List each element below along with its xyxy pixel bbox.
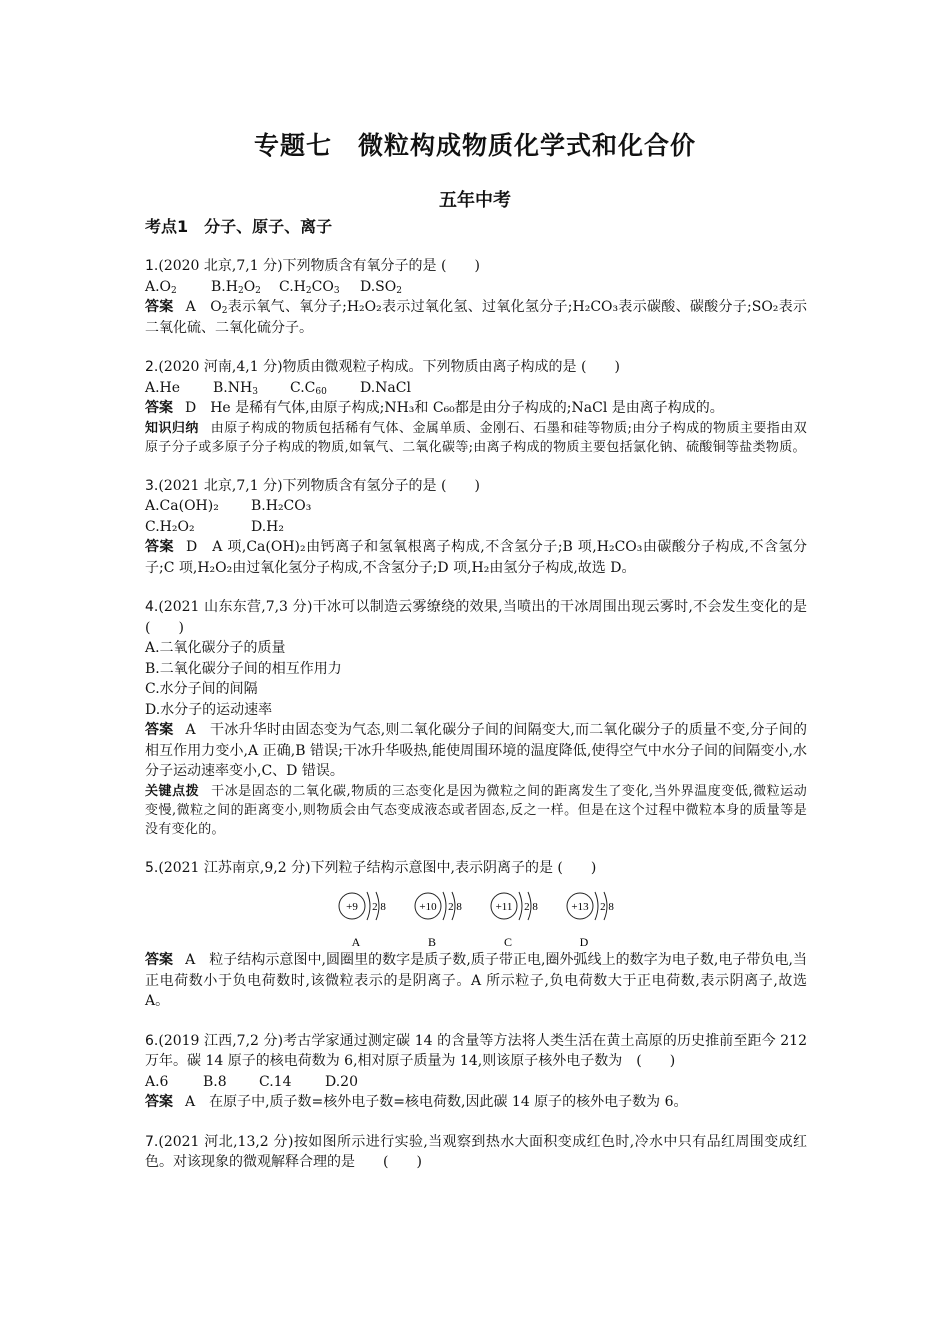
answer-label: 答案 — [145, 952, 174, 968]
atom-structure-diagrams — [145, 880, 807, 950]
option-d: D.20 — [325, 1073, 358, 1090]
diagram-label: D — [579, 935, 589, 949]
answer-label: 答案 — [145, 539, 175, 555]
shell-electrons: 2 8 — [448, 901, 462, 913]
answer-label: 答案 — [145, 722, 174, 738]
nucleus-charge: +9 — [346, 901, 358, 913]
question-stem: (2021 江苏南京,9,2 分)下列粒子结构示意图中,表示阴离子的是 ( ) — [158, 859, 597, 876]
options — [145, 378, 807, 399]
question-stem: (2021 山东东营,7,3 分)干冰可以制造云雾缭绕的效果,当喷出的干冰周围出现云雾时,不会发生变化的是 ( ) — [145, 599, 863, 636]
page-subtitle: 五年中考 — [439, 190, 511, 211]
question-number: 3. — [145, 477, 159, 494]
answer-label: 答案 — [145, 299, 174, 315]
electron-shell-arc — [443, 892, 446, 920]
shell-electrons: 2 8 — [524, 901, 538, 913]
option-d: D.水分子的运动速率 — [145, 701, 273, 718]
answer-label: 答案 — [145, 1094, 173, 1110]
atom-diagram-c — [491, 892, 538, 949]
option-d: D.H₂ — [251, 518, 284, 535]
option-d: $D.SO_2$ — [360, 278, 402, 296]
question-number: 2. — [145, 359, 159, 375]
question-list — [145, 256, 863, 1192]
option-a: $A.O_2$ — [145, 278, 177, 296]
answer: 答案 A 干冰升华时由固态变为气态,则二氧化碳分子间的间隔变大,而二氧化碳分子的质量不变,分子间的相互作用力变小,A 正确,B 错误;干冰升华吸热,能使周围环境的温度降低,使得空气中水分子间的间隔变小,水分子运动速率变小,C、D 错误。 — [145, 722, 807, 779]
question-number: 5. — [145, 859, 159, 876]
question-1 — [145, 256, 807, 338]
section-heading: 考点1 分子、原子、离子 — [145, 217, 333, 236]
nucleus-charge: +13 — [571, 901, 589, 913]
option-b: B.二氧化碳分子间的相互作用力 — [145, 660, 342, 677]
answer: 答案 A 在原子中,质子数=核外电子数=核电荷数,因此碳 14 原子的核外电子数为 6。 — [145, 1094, 688, 1110]
option-b: $B.NH_3$ — [213, 379, 258, 397]
electron-shell-arc — [595, 892, 598, 920]
answer: 答案 A 粒子结构示意图中,圆圈里的数字是质子数,质子带正电,圈外弧线上的数字为电子数,电子带负电,当正电荷数小于负电荷数时,该微粒表示的是阴离子。A 所示粒子,负电荷数大于正电荷数,表示阴离子,故选 A。 — [145, 952, 808, 1009]
knowledge-note: 知识归纳 由原子构成的物质包括稀有气体、金属单质、金刚石、石墨和硅等物质;由分子构成的物质主要指由双原子分子或多原子分子构成的物质,如氧气、二氧化碳等;由离子构成的物质主要包括氯化钠、硫酸铜等盐类物质。 — [145, 420, 807, 455]
question-2 — [145, 357, 807, 457]
option-a: A.Ca(OH)₂ — [145, 498, 219, 514]
question-5 — [145, 858, 807, 1012]
option-a: A.He — [145, 379, 181, 396]
options — [145, 1072, 807, 1093]
question-6 — [145, 1031, 807, 1113]
note-label: 知识归纳 — [145, 420, 199, 436]
question-stem: (2021 河北,13,2 分)按如图所示进行实验,当观察到热水大面积变成红色时,冷水中只有品红周围变成红色。对该现象的微观解释合理的是 ( ) — [145, 1133, 807, 1170]
answer: 答案 D He 是稀有气体,由原子构成;NH₃和 C₆₀都是由分子构成的;NaCl 是由离子构成的。 — [145, 400, 724, 416]
option-c: C.H₂O₂ — [145, 518, 195, 535]
question-number: 1. — [145, 258, 159, 274]
key-point-note: 关键点拨 干冰是固态的二氧化碳,物质的三态变化是因为微粒之间的距离发生了变化,当外界温度变低,微粒运动变慢,微粒之间的距离变小,则物质会由气态变成液态或者固态,反之一样。但是在这个过程中微粒本身的质量等是没有变化的。 — [145, 783, 808, 837]
shell-electrons: 2 8 — [600, 901, 614, 913]
diagram-label: B — [427, 935, 437, 949]
option-c: $C.H_2CO_3$ — [279, 278, 340, 296]
atom-diagram-figure — [145, 880, 807, 950]
answer: 答案 D A 项,Ca(OH)₂由钙离子和氢氧根离子构成,不含氢分子;B 项,H₂CO₃由碳酸分子构成,不含氢分子;C 项,H₂O₂由过氧化氢分子构成,不含氢分子;D 项,H₂由氢分子构成,故选 D。 — [145, 539, 807, 576]
question-7 — [145, 1132, 807, 1173]
option-a: A.二氧化碳分子的质量 — [145, 640, 286, 656]
options — [145, 277, 807, 298]
atom-diagram-b — [415, 892, 462, 949]
electron-shell-arc — [367, 892, 370, 920]
nucleus-charge: +11 — [495, 901, 513, 913]
option-d: D.NaCl — [360, 379, 411, 396]
page-title: 专题七 微粒构成物质化学式和化合价 — [253, 131, 696, 160]
atom-diagram-d — [567, 892, 614, 949]
option-a: A.6 — [145, 1073, 169, 1090]
shell-electrons: 2 8 — [372, 901, 386, 913]
question-number: 7. — [145, 1133, 159, 1150]
diagram-label: A — [351, 935, 361, 949]
nucleus-charge: +10 — [419, 901, 437, 913]
option-b: B.8 — [203, 1073, 227, 1090]
question-stem: (2019 江西,7,2 分)考古学家通过测定碳 14 的含量等方法将人类生活在黄土高原的历史推前至距今 212 万年。碳 14 原子的核电荷数为 6,相对原子质量为 14,则该原子核外电子数为 ( ) — [145, 1032, 807, 1069]
question-stem: (2020 河南,4,1 分)物质由微观粒子构成。下列物质由离子构成的是 ( ) — [158, 359, 620, 375]
question-number: 6. — [145, 1032, 159, 1049]
electron-shell-arc — [519, 892, 522, 920]
atom-diagram-a — [339, 892, 386, 949]
question-4 — [145, 597, 863, 839]
question-3 — [145, 476, 807, 579]
option-c: C.水分子间的间隔 — [145, 681, 258, 697]
option-b: B.H₂CO₃ — [251, 498, 312, 514]
answer: 答案 A $O_2$表示氧气、氧分子;H₂O₂表示过氧化氢、过氧化氢分子;H₂CO₃表示碳酸、碳酸分子;SO₂表示二氧化硫、二氧化硫分子。 — [145, 299, 808, 336]
note-label: 关键点拨 — [145, 783, 200, 799]
option-c: $C.C_{60}$ — [290, 379, 327, 397]
question-stem: (2021 北京,7,1 分)下列物质含有氢分子的是 ( ) — [158, 477, 480, 494]
diagram-label: C — [503, 935, 513, 949]
option-b: $B.H_2O_2$ — [211, 278, 261, 296]
answer-label: 答案 — [145, 400, 173, 416]
option-c: C.14 — [259, 1073, 292, 1090]
question-stem: (2020 北京,7,1 分)下列物质含有氧分子的是 ( ) — [158, 258, 480, 274]
options — [145, 496, 807, 517]
options — [145, 517, 807, 538]
question-number: 4. — [145, 599, 159, 615]
